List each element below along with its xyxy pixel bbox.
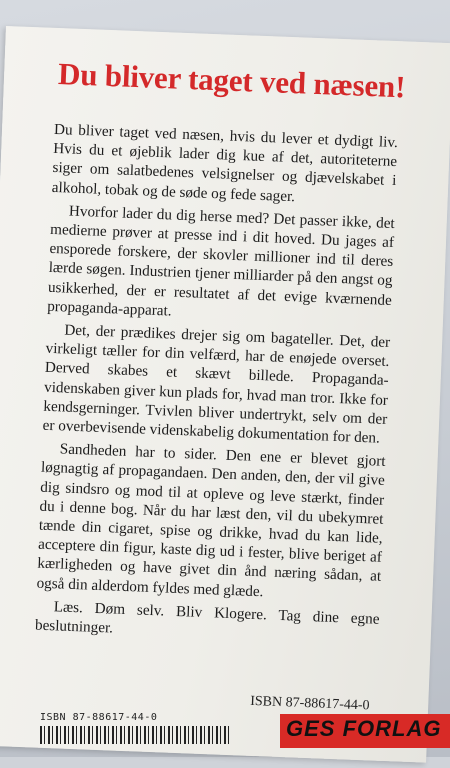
publisher-band bbox=[280, 714, 450, 748]
blurb-paragraph-3: Det, der prædikes drejer sig om bagateller. Det, der virkeligt tæller for din velfærd, har de enøjede overset. Derved skabes et skævt billede. Propaganda-videnskaben giver kun plads for, hvad man tror. Ikke for kendsgerninger. Tvivlen bliver undertrykt, selv om der er overbevisende videnskabelig dokumentation for den. bbox=[42, 321, 391, 447]
blurb-paragraph-1: Du bliver taget ved næsen, hvis du lever et dydigt liv. Hvis du et øjeblik lader dig kue af det, autoriteterne siger om salatbedenes velsignelser og djævelskabet i alkohol, tobak og de søde og fede sager. bbox=[51, 120, 399, 205]
book-back-cover bbox=[0, 26, 450, 763]
blurb-paragraph-2: Hvorfor lader du dig herse med? Det passer ikke, det medierne prøver at presse ind i dit hoved. Du jages af ensporede forskere, der skovler millioner ind til deres lærde søgen. Industrien tjener milliarder på den angst og usikkerhed, der er resultatet af det evige kværnende propaganda-apparat. bbox=[46, 202, 396, 320]
cover-blurb bbox=[34, 120, 398, 652]
bottom-strip bbox=[30, 708, 450, 768]
blurb-paragraph-5: Læs. Døm selv. Bliv Klogere. Tag dine egne beslutninger. bbox=[34, 598, 380, 637]
cover-title: Du bliver taget ved næsen! bbox=[57, 56, 406, 105]
blurb-paragraph-4: Sandheden har to sider. Den ene er blevet gjort løgnagtig af propagandaen. Den anden, den, der vil give dig sindsro og mod til at opleve og leve stærkt, finder du i denne bog. Når du har læst den, vil du ubekymret tænde din cigaret, spise og drikke, hvad du kan lide, acceptere din figur, kaste dig ud i fester, blive beriget af kærligheden og have givet din ånd næring sådan, at også din alderdom fyldes med glæde. bbox=[36, 440, 386, 600]
publisher-name: GES FORLAG bbox=[286, 716, 442, 741]
barcode-icon bbox=[40, 726, 230, 744]
isbn-number: ISBN 87-88617-44-0 bbox=[249, 693, 370, 714]
barcode-isbn-label: ISBN 87-88617-44-0 bbox=[40, 712, 158, 723]
